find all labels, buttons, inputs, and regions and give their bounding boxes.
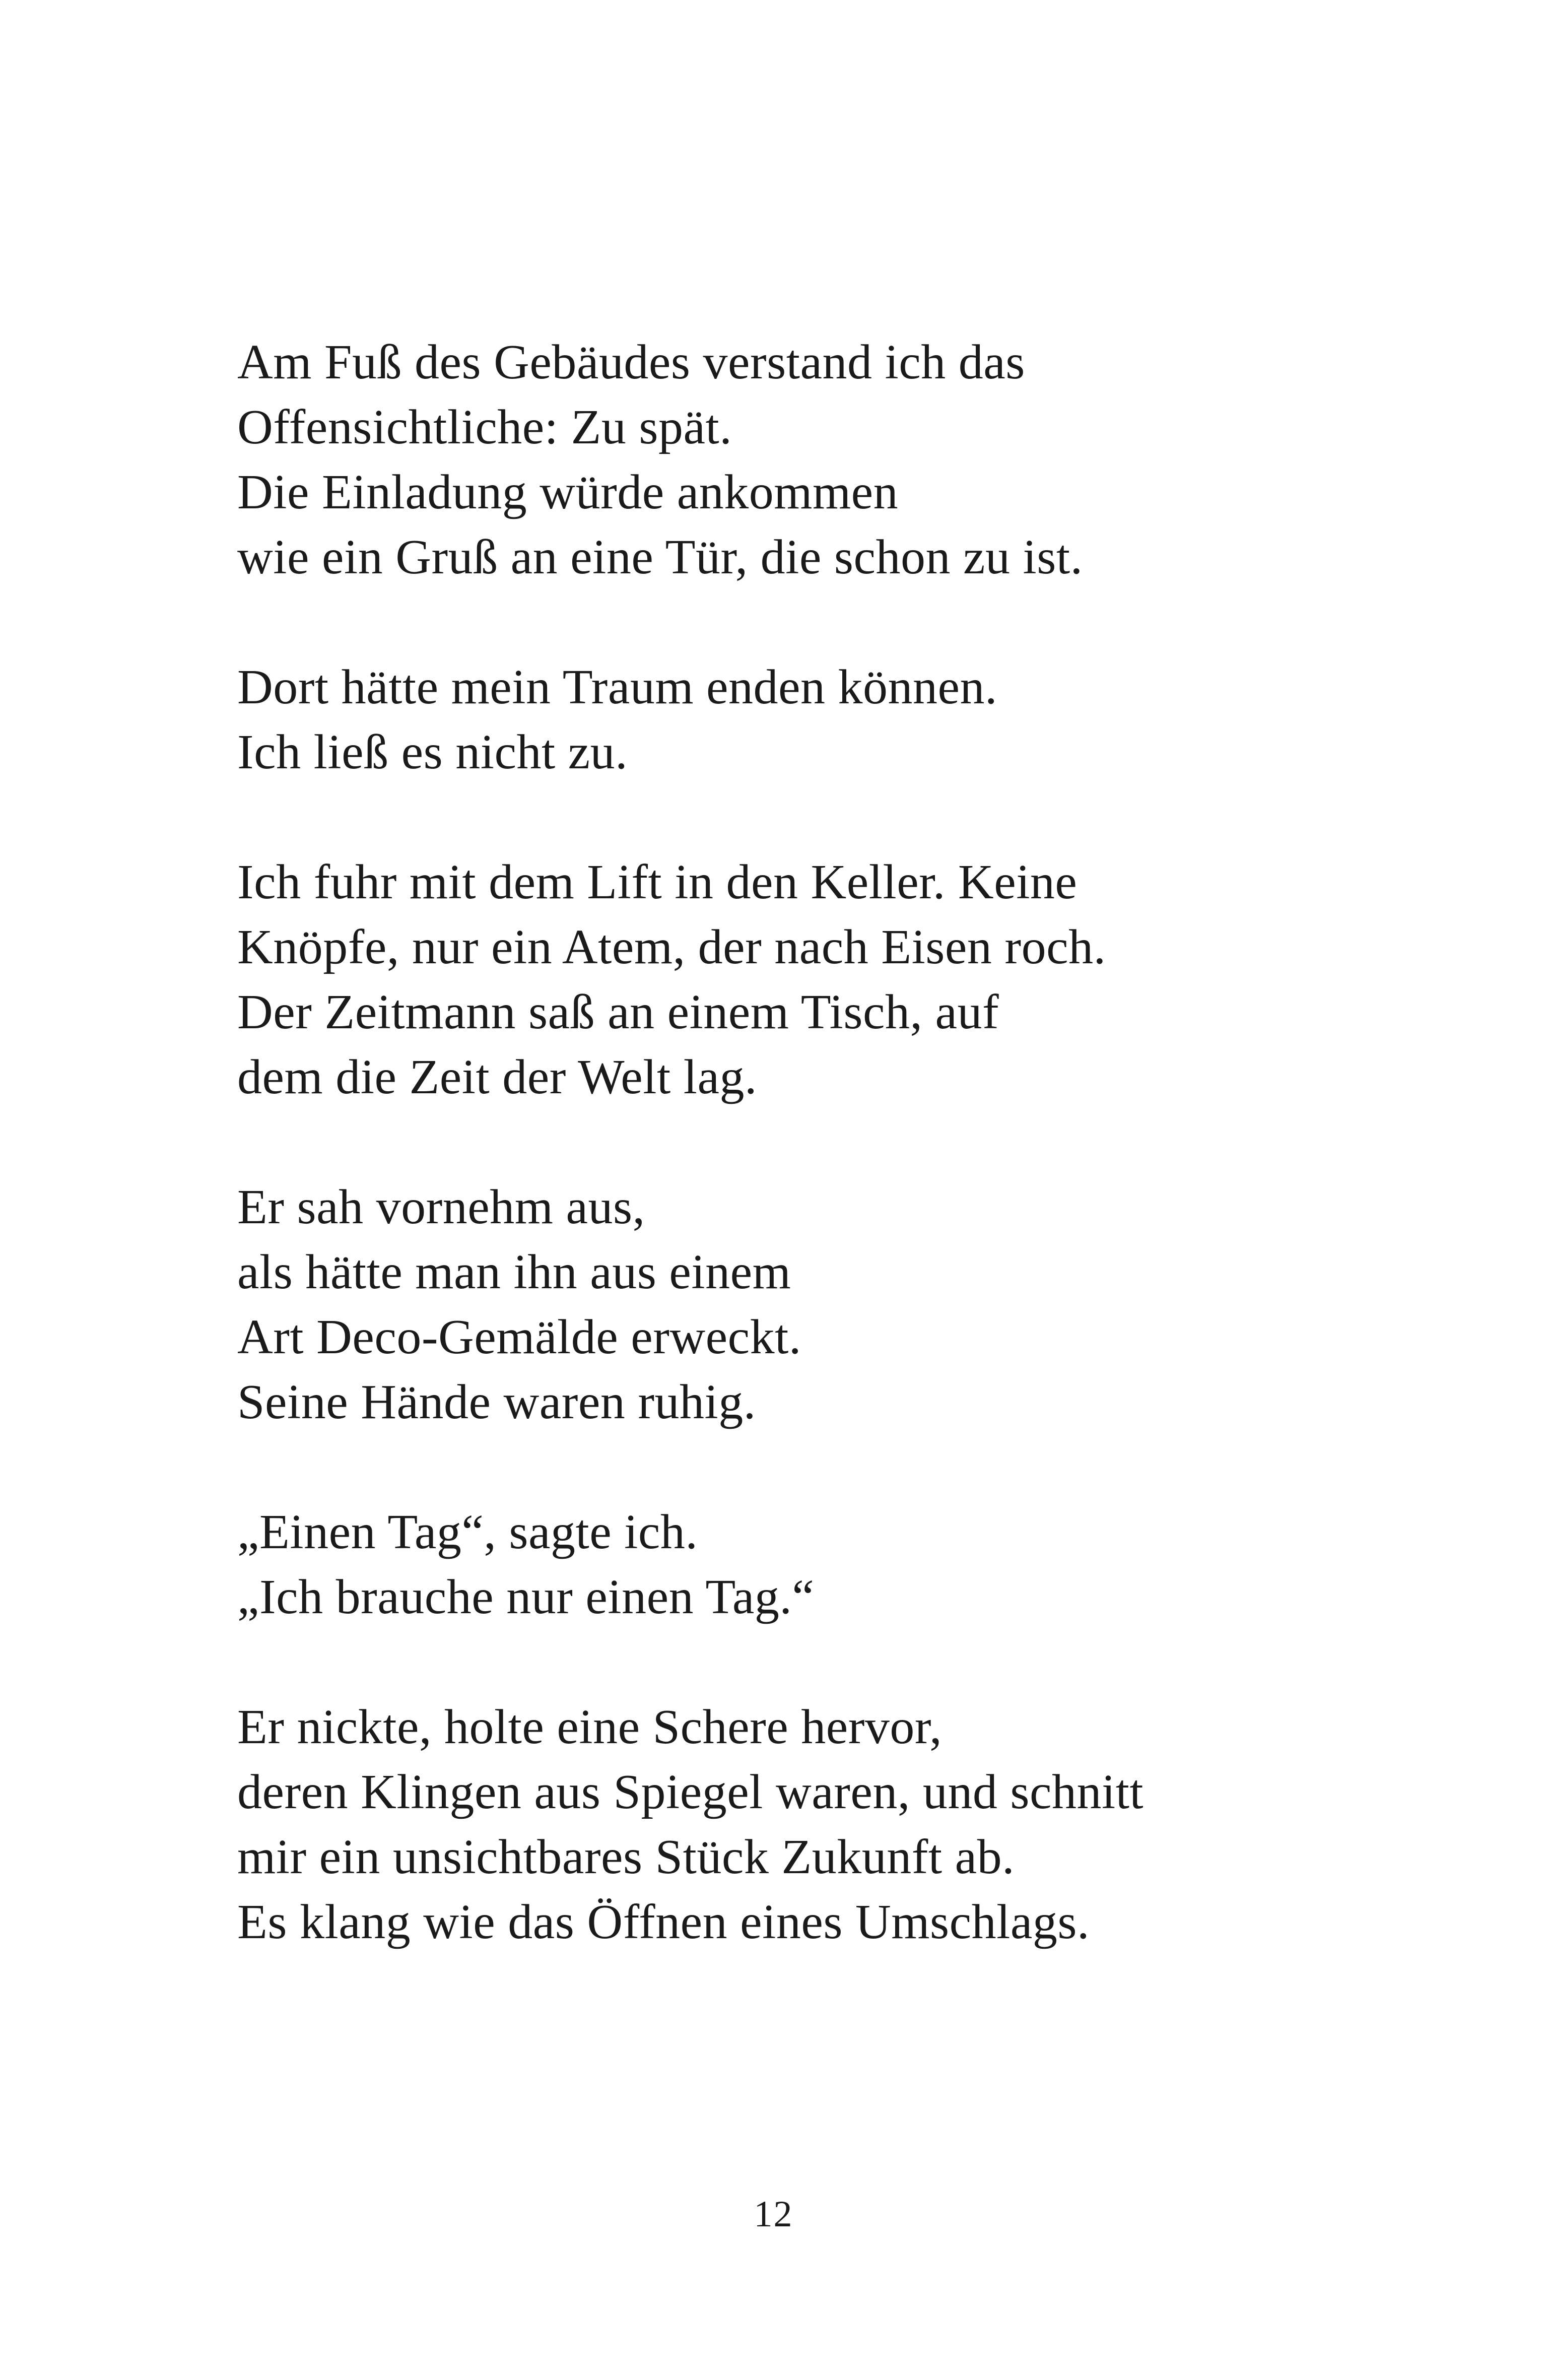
poem-line: Der Zeitmann saß an einem Tisch, auf <box>237 985 999 1039</box>
poem-line: deren Klingen aus Spiegel waren, und schnitt <box>237 1765 1144 1819</box>
stanza-divider <box>237 1435 1446 1500</box>
poem-line: dem die Zeit der Welt lag. <box>237 1050 757 1104</box>
stanza-divider <box>237 1110 1446 1175</box>
poem-line: Art Deco-Gemälde erweckt. <box>237 1310 801 1364</box>
page-number: 12 <box>754 2194 793 2235</box>
stanza-5 <box>237 1500 1446 1630</box>
poem-line: „Einen Tag“, sagte ich. <box>237 1505 698 1559</box>
poem-line: Ich fuhr mit dem Lift in den Keller. Keine <box>237 855 1078 909</box>
poem-line: Knöpfe, nur ein Atem, der nach Eisen roch. <box>237 920 1106 974</box>
poem-line: mir ein unsichtbares Stück Zukunft ab. <box>237 1830 1015 1884</box>
poem-line: Ich ließ es nicht zu. <box>237 725 628 779</box>
poem-line: Er sah vornehm aus, <box>237 1180 645 1234</box>
stanza-1 <box>237 330 1446 590</box>
stanza-4 <box>237 1175 1446 1435</box>
poem-line: Seine Hände waren ruhig. <box>237 1375 756 1429</box>
stanza-divider <box>237 785 1446 850</box>
stanza-2 <box>237 655 1446 785</box>
poem-line: Es klang wie das Öffnen eines Umschlags. <box>237 1895 1090 1949</box>
poem-line: Am Fuß des Gebäudes verstand ich das <box>237 335 1025 389</box>
poem-body <box>237 330 1446 1955</box>
stanza-divider <box>237 1630 1446 1695</box>
stanza-divider <box>237 590 1446 655</box>
poem-line: „Ich brauche nur einen Tag.“ <box>237 1570 815 1624</box>
poem-line: Dort hätte mein Traum enden können. <box>237 660 998 714</box>
stanza-3 <box>237 850 1446 1110</box>
poem-line: Offensichtliche: Zu spät. <box>237 400 732 454</box>
stanza-6 <box>237 1695 1446 1955</box>
poem-line: als hätte man ihn aus einem <box>237 1245 791 1299</box>
poem-line: wie ein Gruß an eine Tür, die schon zu ist. <box>237 530 1083 584</box>
poem-line: Er nickte, holte eine Schere hervor, <box>237 1700 943 1754</box>
poem-line: Die Einladung würde ankommen <box>237 465 899 519</box>
